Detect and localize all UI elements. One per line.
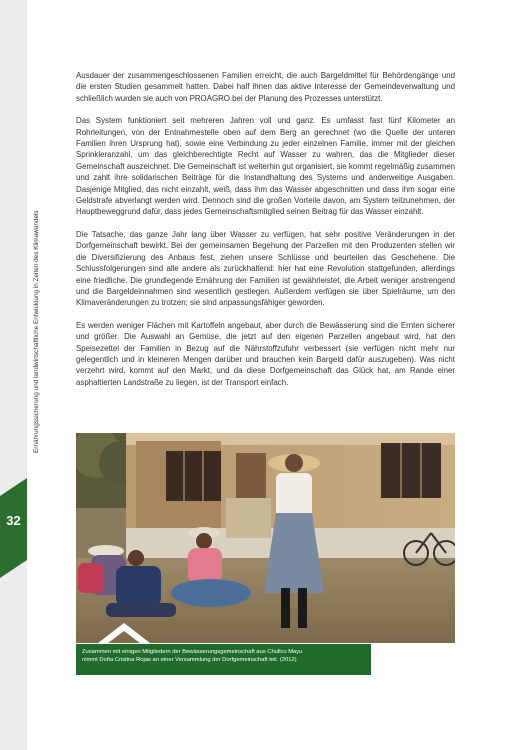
left-margin-strip <box>0 0 27 750</box>
community-meeting-photo <box>76 433 455 643</box>
page-number: 32 <box>6 513 21 528</box>
page-number-tab <box>0 478 27 578</box>
body-text <box>76 70 455 399</box>
vertical-running-title: Ernährungssicherung und landwirtschaftliche Entwicklung in Zeiten des Klimawandels <box>33 210 40 453</box>
caption-line-1: Zusammen mit einigen Mitgliedern der Bewässerungsgemeinschaft aus Chullcu Mayu <box>82 649 303 655</box>
caption-line-2: nimmt Doña Cristina Rojas an einer Versammlung der Dorfgemeinschaft teil. (2012) <box>82 657 297 664</box>
photo-caption <box>76 644 371 675</box>
paragraph: Ausdauer der zusammengeschlossenen Familien erreicht, die auch Bargeldmittel für Behördengänge und die ersten Studien gesammelt hatten. Dabei half ihnen das aktive Interesse der Gemeindeverwaltung und schließlich wurden sie auch von PROAGRO bei der Planung des Prozesses unterstützt. <box>76 71 455 103</box>
paragraph: Die Tatsache, das ganze Jahr lang über Wasser zu verfügen, hat sehr positive Veränderungen in der Dorfgemeinschaft bewirkt. Bei der gemeinsamen Begehung der Parzellen mit den Produzenten stellen wir die Diversifizierung des Anbaus fest, ziehen unsere Schlüsse und beurteilen das Geschehene. Die Schlussfolgerungen sind alle andere als zurückhaltend: hier hat eine Revolution stattgefunden, allerdings eine friedliche. Die grundlegende Ernährung der Familien ist gewährleistet, die Arbeit weniger anstrengend und die Bargeldeinnahmen sind wesentlich gestiegen. Außerdem verfügen sie über Spielräume, um den Klimaveränderungen zu trotzen; sie sind anpassungsfähiger geworden. <box>76 229 455 308</box>
paragraph: Das System funktioniert seit mehreren Jahren voll und ganz. Es umfasst fast fünf Kilometer an Rohrleitungen, von der Entnahmestelle oben auf dem Berg an gerechnet (wo die Quelle der unteren Familien ihren Ursprung hat), sowie eine Verbindung zu jeder einzelnen Familie, immer mit der gleichen Sprinkleranzahl, um das gleichberechtigte Recht auf Wasser zu wahren, das die Mitglieder dieser Gemeinschaft auszeichnet. Die Gemeinschaft ist weiterhin gut organisiert, sie kommt regelmäßig zusammen und zahlt ihre solidarischen Beiträge für die Instandhaltung des Systems und anderweitige Ausgaben. Dasjenige Mitglied, das nicht einzahlt, weiß, dass ihm das Wasser abgeschnitten und dass ihm sogar eine Geldstrafe abverlangt werden wird. Dennoch sind die großen Vorteile davon, am System teilzunehmen, der Hauptbeweggrund dafür, dass jedes Gemeinschaftsmitglied seinen Beitrag für das Wasser einzahlt. <box>76 116 455 217</box>
paragraph: Es werden weniger Flächen mit Kartoffeln angebaut, aber durch die Bewässerung sind die Ernten sicherer und größer. Die Auswahl an Gemüse, die jetzt auf den eigenen Parzellen angebaut wird, hat den Speisezettel der Familien in Bezug auf die Nährstoffzufuhr verbessert (sie verfügen nicht mehr nur gelegentlich und in kleineren Mengen darüber und brauchen kein Bargeld dafür auszugeben). Was nicht verzehrt wird, kommt auf den Markt, und da diese Dorfgemeinschaft das Glück hat, am Rande einer asphaltierten Landstraße zu liegen, ist der Transport einfach. <box>76 320 455 387</box>
